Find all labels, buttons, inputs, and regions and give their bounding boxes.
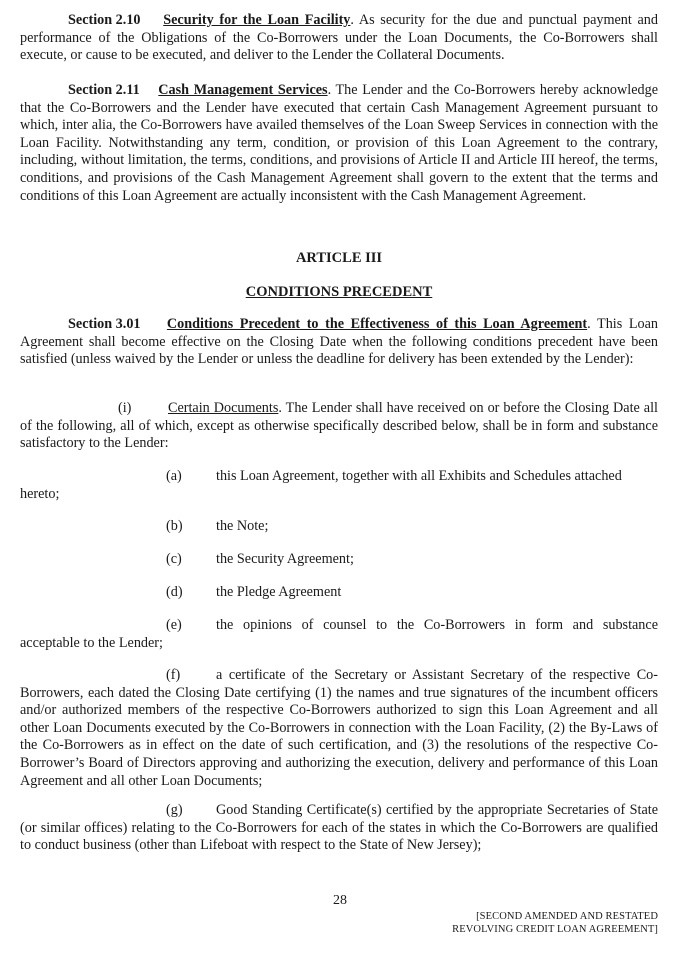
- subsection-label: (i): [118, 400, 132, 416]
- section-text: . The Lender and the Co-Borrowers hereby acknowledge that the Co-Borrowers and the Lender have executed that certain Cash Management Agreement pursuant to which, inter alia, the Co-Borrowers have availed themselves of the Loan Sweep Services in connection with the Loan Facility. Notwithstanding any term, condition, or provision of this Loan Agreement to the contrary, including, without limitation, the terms, conditions, and provisions of Article II and Article III hereof, the terms, conditions, and provisions of the Cash Management Agreement shall govern to the extent that the terms and conditions of this Loan Agreement are actually inconsistent with the Cash Management Agreement.: [20, 82, 658, 204]
- section-text: . This Loan Agreement shall become effective on the Closing Date when the following conditions precedent have been satisfied (unless waived by the Lender or unless the deadline for delivery has been extended by the Lender):: [20, 316, 658, 368]
- list-item-g: [20, 802, 658, 855]
- item-text: the Security Agreement;: [216, 551, 354, 567]
- list-item-a: [0, 468, 680, 508]
- footer-line-1: [SECOND AMENDED AND RESTATED: [476, 911, 658, 922]
- item-continuation: acceptable to the Lender;: [20, 635, 163, 651]
- item-label: (g): [166, 802, 183, 818]
- item-label: (e): [166, 617, 182, 633]
- section-number: Section 2.11: [68, 82, 140, 98]
- article-title-text: CONDITIONS PRECEDENT: [245, 284, 433, 300]
- section-title: Cash Management Services: [158, 82, 328, 98]
- item-label: (c): [166, 551, 182, 567]
- item-label: (b): [166, 518, 183, 534]
- page-number: 28: [333, 893, 347, 908]
- section-text: . As security for the due and punctual payment and performance of the Obligations of the Co-Borrowers under the Loan Documents, the Co-Borrowers shall execute, or cause to be executed, and deliver to the Lender the Collateral Documents.: [20, 12, 658, 64]
- section-number: Section 3.01: [68, 316, 141, 332]
- item-text: the opinions of counsel to the Co-Borrowers in form and substance: [216, 617, 658, 633]
- item-text: this Loan Agreement, together with all Exhibits and Schedules attached: [216, 468, 622, 484]
- item-label: (f): [166, 667, 181, 683]
- list-item-e: [0, 617, 680, 657]
- section-number: Section 2.10: [68, 12, 141, 28]
- item-text: the Pledge Agreement: [216, 584, 342, 600]
- section-2-11: [20, 82, 658, 205]
- section-title: Conditions Precedent to the Effectiveness of this Loan Agreement: [166, 316, 588, 332]
- section-2-10: [20, 12, 658, 65]
- subsection-text: . The Lender shall have received on or before the Closing Date all of the following, all of which, except as otherwise specifically described below, shall be in form and substance satisfactory to the Lender:: [20, 400, 658, 452]
- item-text: Good Standing Certificate(s) certified by the appropriate Secretaries of State (or similar offices) relating to the Co-Borrowers for each of the states in which the Co-Borrowers are qualified to conduct business (other than Lifeboat with respect to the State of New Jersey);: [20, 802, 658, 854]
- item-continuation: hereto;: [20, 486, 60, 502]
- list-item-f: [20, 667, 658, 790]
- list-item-b: [0, 518, 680, 536]
- item-label: (d): [166, 584, 183, 600]
- article-heading: ARTICLE III: [295, 250, 383, 266]
- subsection-i: [20, 400, 658, 453]
- item-text: the Note;: [216, 518, 269, 534]
- list-item-d: [0, 584, 680, 602]
- footer-line-2: REVOLVING CREDIT LOAN AGREEMENT]: [452, 924, 658, 935]
- article-title: [20, 284, 658, 301]
- document-footer: [452, 910, 658, 936]
- subsection-title: Certain Documents: [168, 400, 279, 416]
- item-label: (a): [166, 468, 182, 484]
- list-item-c: [0, 551, 680, 569]
- section-title: Security for the Loan Facility: [163, 12, 351, 28]
- section-3-01: [20, 316, 658, 369]
- item-text: a certificate of the Secretary or Assistant Secretary of the respective Co-Borrowers, each dated the Closing Date certifying (1) the names and true signatures of the incumbent officers and/or authorized members of the respective Co-Borrowers authorized to sign this Loan Agreement and all other Loan Documents executed by the Co-Borrowers in connection with the Loan Facility, (2) the By-Laws of the Co-Borrowers as in effect on the date of such certification, and (3) the resolutions of the respective Co-Borrower’s Board of Directors approving and authorizing the execution, delivery and performance of this Loan Agreement and all other Loan Documents;: [20, 667, 658, 789]
